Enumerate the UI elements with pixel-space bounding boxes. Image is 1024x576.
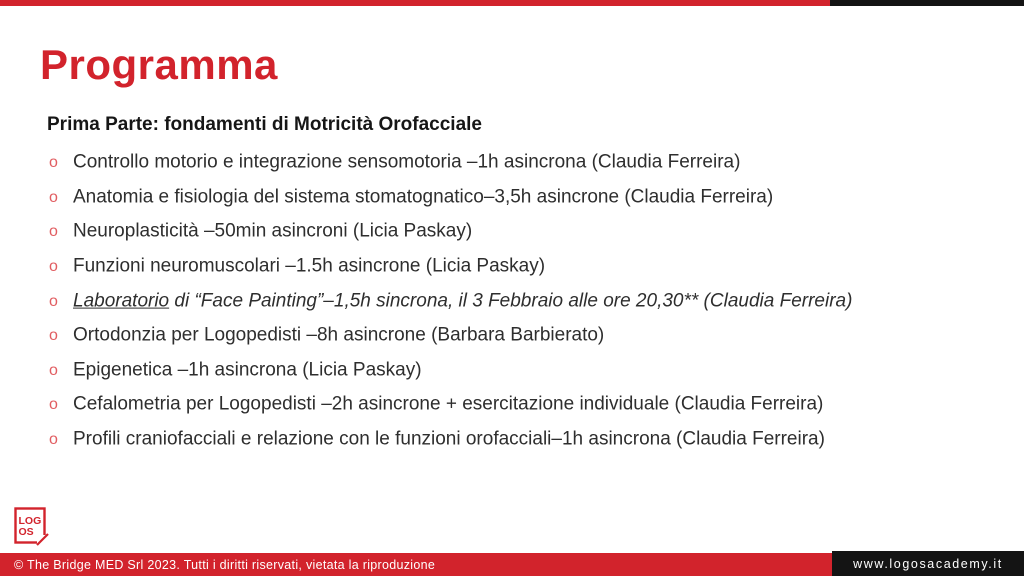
logos-logo (14, 505, 50, 547)
footer-bar (0, 553, 832, 576)
list-item (47, 284, 1014, 319)
bullet-marker: o (49, 396, 58, 414)
list-item (47, 319, 1014, 354)
bullet-marker: o (49, 258, 58, 276)
bullet-marker: o (49, 188, 58, 206)
slide-title: Programma (40, 41, 278, 88)
list-item (47, 423, 1014, 458)
bullet-marker: o (49, 327, 58, 345)
bullet-marker: o (49, 431, 58, 449)
list-item-text: Profili craniofacciali e relazione con le funzioni orofacciali–1h asincrona (Claudia Ferreira) (73, 428, 825, 450)
list-item (47, 181, 1014, 216)
list-item-text: Epigenetica –1h asincrona (Licia Paskay) (73, 359, 422, 381)
bullet-marker: o (49, 154, 58, 172)
bullet-marker: o (49, 223, 58, 241)
list-item (47, 146, 1014, 181)
list-item-text: Ortodonzia per Logopedisti –8h asincrone (Barbara Barbierato) (73, 324, 605, 346)
bullet-marker: o (49, 361, 58, 379)
list-item-text: Neuroplasticità –50min asincroni (Licia Paskay) (73, 221, 473, 243)
list-item-text: Cefalometria per Logopedisti –2h asincrone + esercitazione individuale (Claudia Ferreira) (73, 394, 824, 416)
list-item (47, 250, 1014, 285)
underlined-term: Laboratorio (73, 290, 170, 312)
list-item-text (73, 290, 852, 313)
list-item-text: Controllo motorio e integrazione sensomotoria –1h asincrona (Claudia Ferreira) (73, 151, 741, 173)
logo-text-line2: OS (18, 526, 34, 538)
website-url: www.logosacademy.it (853, 556, 1003, 571)
list-item (47, 215, 1014, 250)
list-item-rest: di “Face Painting”–1,5h sincrona, il 3 Febbraio alle ore 20,30** (Claudia Ferreira) (169, 290, 853, 312)
list-item (47, 388, 1014, 423)
logos-logo-icon (14, 505, 50, 547)
top-accent-bar-black (830, 0, 1024, 6)
bullet-marker: o (49, 292, 58, 310)
section-heading: Prima Parte: fondamenti di Motricità Orofacciale (47, 114, 482, 135)
list-item (47, 354, 1014, 389)
list-item-text: Anatomia e fisiologia del sistema stomatognatico–3,5h asincrone (Claudia Ferreira) (73, 186, 774, 208)
copyright-text: © The Bridge MED Srl 2023. Tutti i diritti riservati, vietata la riproduzione (14, 557, 436, 572)
top-accent-bar-red (0, 0, 830, 6)
logo-text-line1: LOG (18, 515, 42, 527)
list-item-text: Funzioni neuromuscolari –1.5h asincrone (Licia Paskay) (73, 255, 546, 277)
program-list (47, 146, 1014, 457)
footer-website-box (832, 551, 1024, 576)
